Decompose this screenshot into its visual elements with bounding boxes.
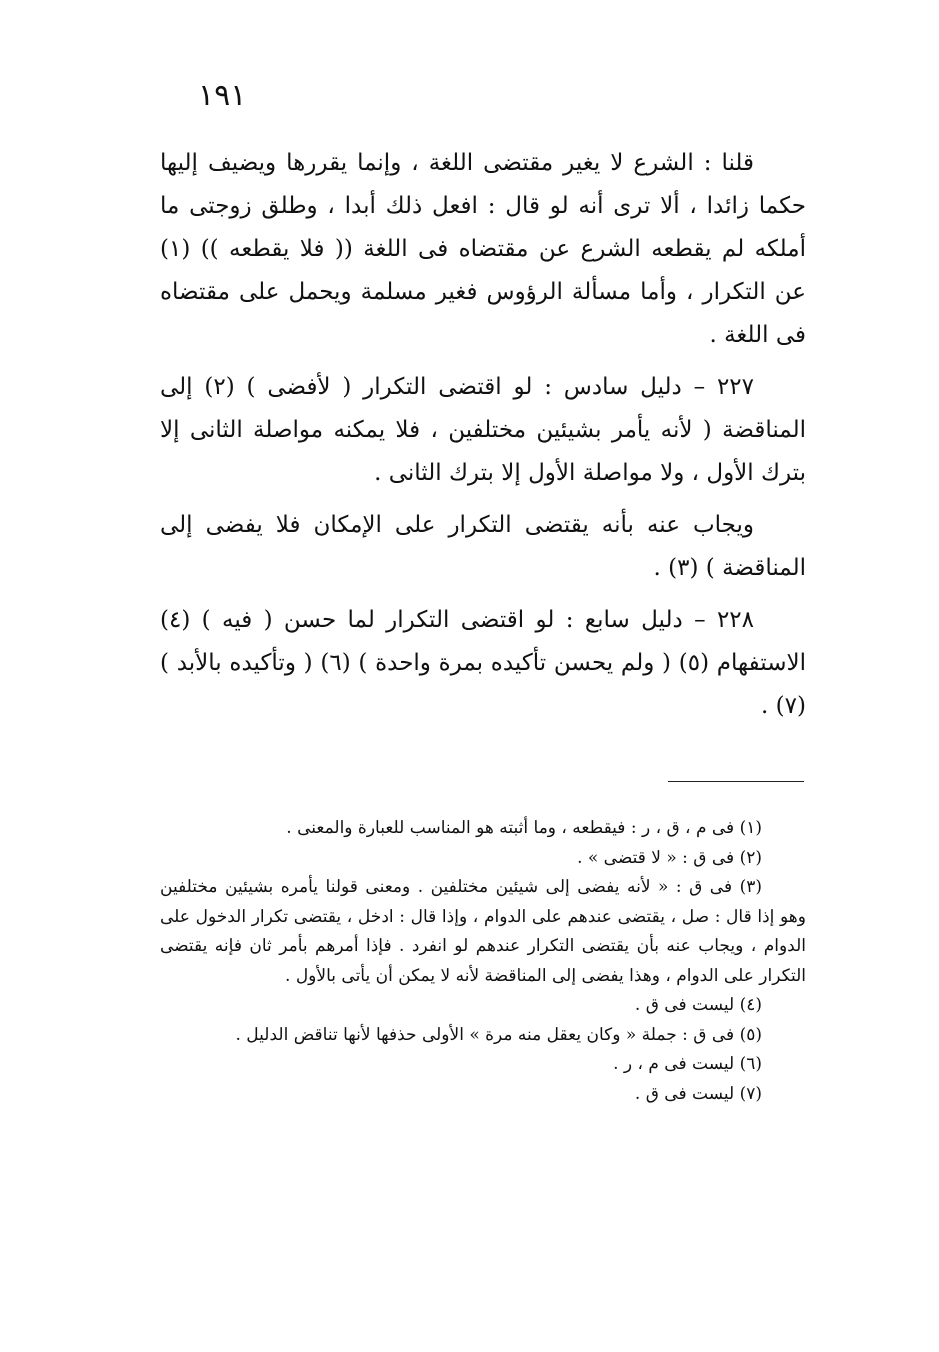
footnote-2: (٢) فى ق : « لا قتضى » . xyxy=(577,847,762,868)
footnote-3: (٣) فى ق : « لأنه يفضى إلى شيئين مختلفين . ومعنى قولنا يأمره بشيئين مختلفين وهو إذا قال : صل ، يقتضى عندهم على الدوام ، وإذا قال : ادخل ، يقتضى تكرار الدخول على الدوام ، ويجاب عنه بأن يقتضى التكرار عندهم لو انفرد . فإذا أمرهم بأمر ثان فإنه يقتضى التكرار على الدوام ، وهذا يفضى إلى المناقضة لأنه لا يمكن أن يأتى بالأول . xyxy=(160,877,806,986)
main-text xyxy=(160,142,806,737)
paragraph-argument-228: ٢٢٨ – دليل سابع : لو اقتضى التكرار لما حسن ( فيه ) (٤) الاستفهام (٥) ( ولم يحسن تأكيده بمرة واحدة ) (٦) ( وتأكيده بالأبد ) (٧) . xyxy=(160,607,806,719)
footnote-6: (٦) ليست فى م ، ر . xyxy=(613,1054,762,1074)
footnote-divider xyxy=(668,781,804,782)
footnote-7: (٧) ليست فى ق . xyxy=(634,1083,762,1104)
footnotes xyxy=(160,814,806,1109)
footnote-5: (٥) فى ق : جملة « وكان يعقل منه مرة » الأولى حذفها لأنها تناقض الدليل . xyxy=(235,1024,762,1045)
paragraph-reply: قلنا : الشرع لا يغير مقتضى اللغة ، وإنما يقررها ويضيف إليها حكما زائدا ، ألا ترى أنه لو قال : افعل ذلك أبدا ، وطلق زوجتى ما أملكه لم يقطعه الشرع عن مقتضاه فى اللغة (( فلا يقطعه )) (١) عن التكرار ، وأما مسألة الرؤوس فغير مسلمة ويحمل على مقتضاه فى اللغة . xyxy=(160,150,806,348)
page-number: ١٩١ xyxy=(198,78,247,113)
paragraph-answer: ويجاب عنه بأنه يقتضى التكرار على الإمكان فلا يفضى إلى المناقضة ) (٣) . xyxy=(160,512,806,581)
footnote-1: (١) فى م ، ق ، ر : فيقطعه ، وما أثبته هو المناسب للعبارة والمعنى . xyxy=(286,818,762,838)
footnote-4: (٤) ليست فى ق . xyxy=(634,995,762,1015)
paragraph-argument-227: ٢٢٧ – دليل سادس : لو اقتضى التكرار ( لأفضى ) (٢) إلى المناقضة ( لأنه يأمر بشيئين مختلفين ، فلا يمكنه مواصلة الثانى إلا بترك الأول ، ولا مواصلة الأول إلا بترك الثانى . xyxy=(160,374,806,486)
